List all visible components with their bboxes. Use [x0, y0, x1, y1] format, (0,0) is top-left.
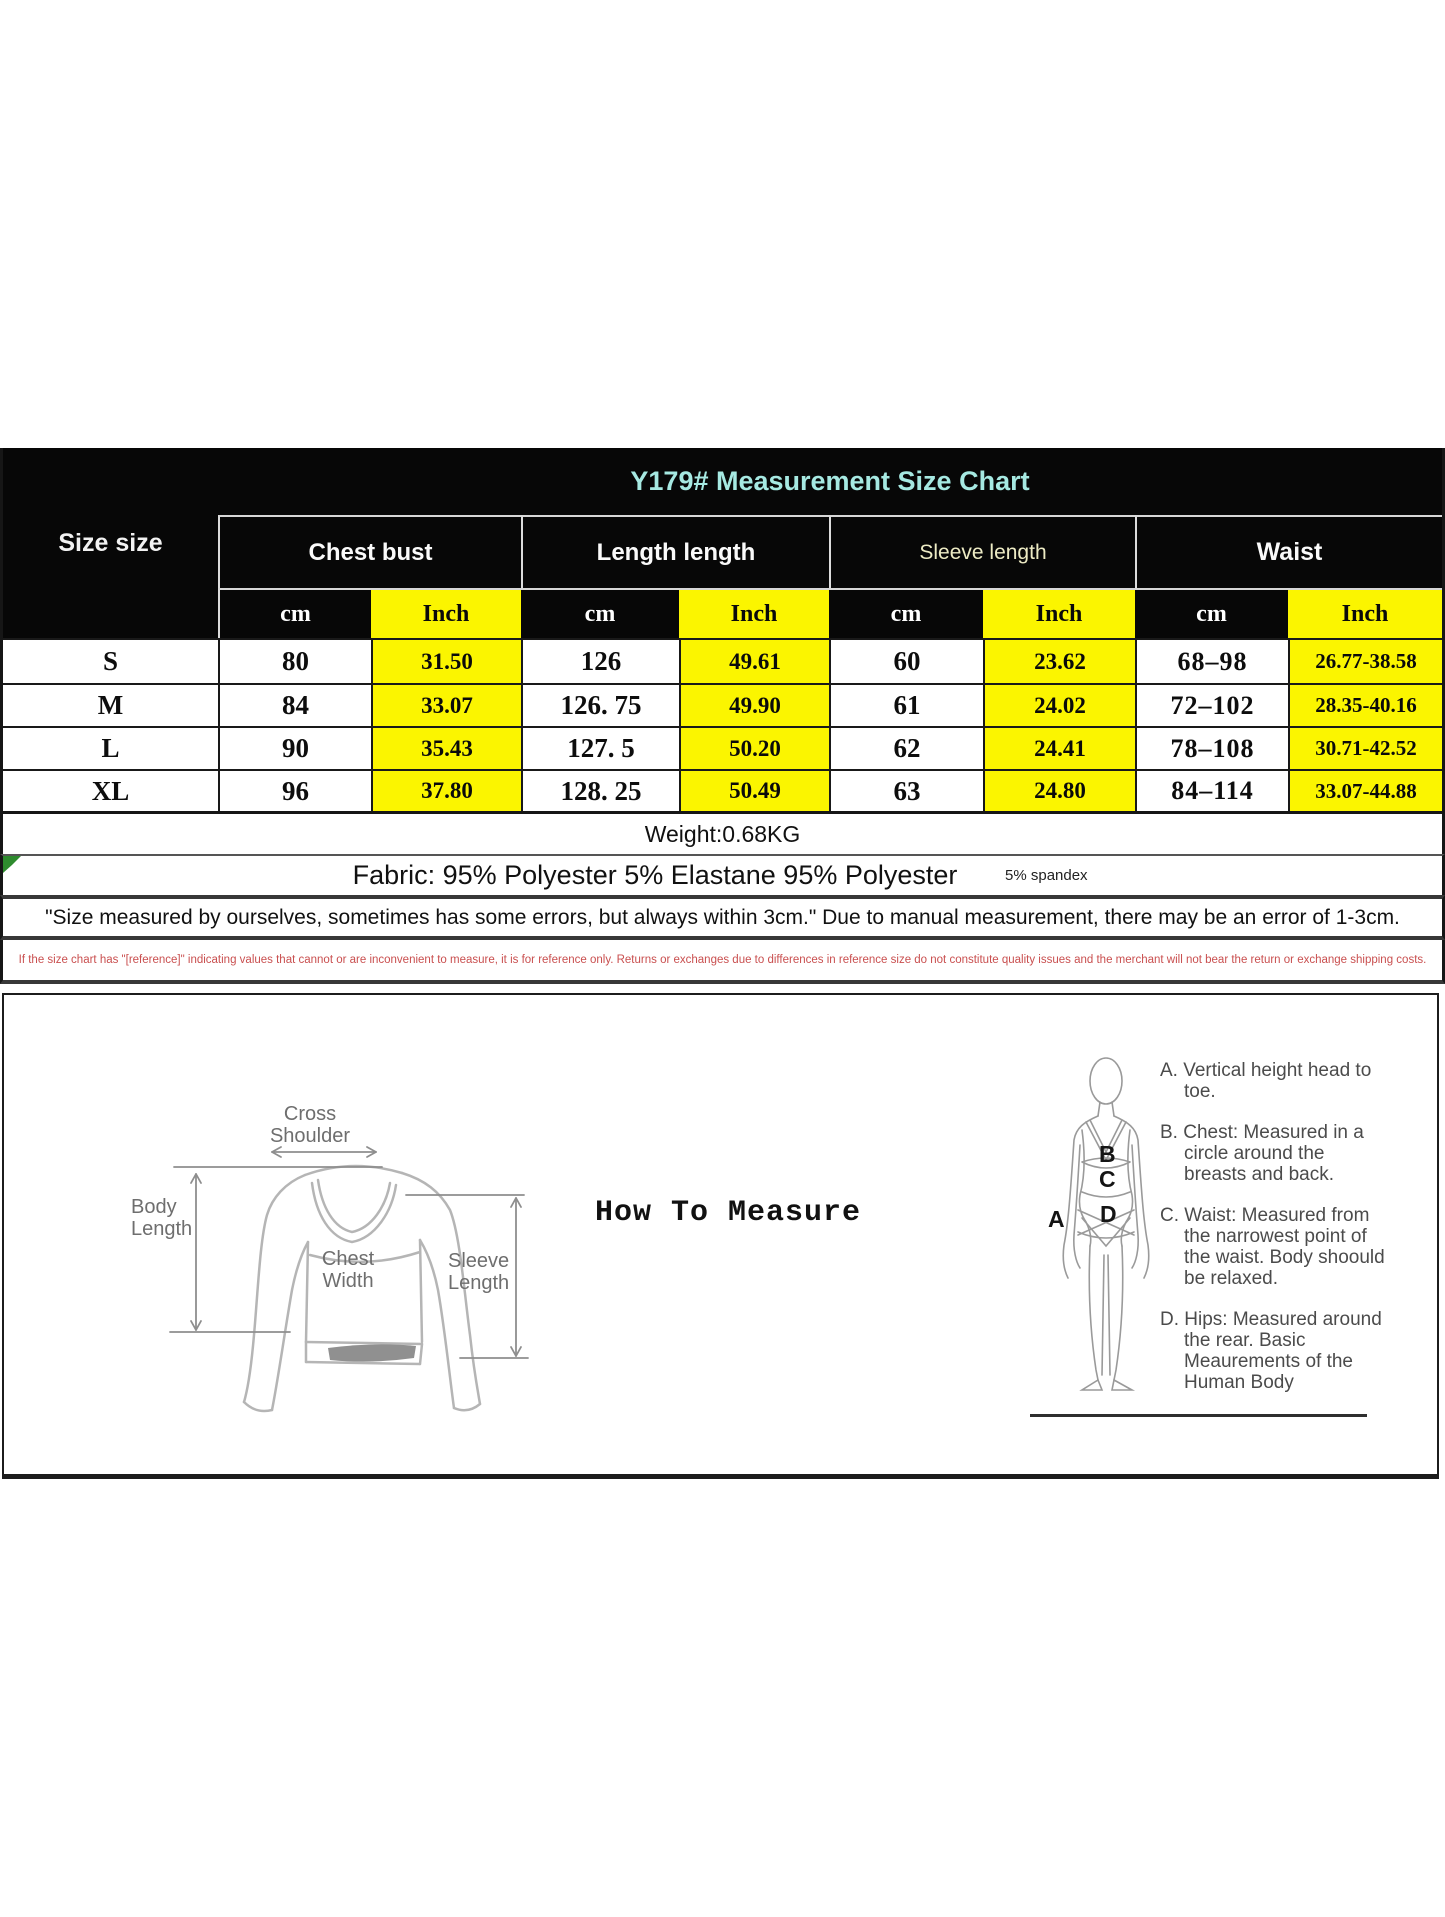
label-body-length: Body Length — [131, 1196, 193, 1240]
cell-sleeve-inch: 24.02 — [983, 683, 1135, 726]
unit-cell-waist-inch: Inch — [1288, 588, 1442, 638]
body-label-d: D — [1100, 1201, 1117, 1227]
cell-size: XL — [3, 769, 218, 811]
cell-chest-inch: 33.07 — [371, 683, 521, 726]
cell-size: L — [3, 726, 218, 769]
cell-length-cm: 126. 75 — [521, 683, 679, 726]
cell-sleeve-inch: 23.62 — [983, 638, 1135, 683]
cell-chest-cm: 96 — [218, 769, 371, 811]
instruction-d: D. Hips: Measured around the rear. Basic Meaurements of the Human Body — [1160, 1309, 1382, 1393]
cell-waist-cm: 78–108 — [1135, 726, 1288, 769]
cell-sleeve-inch: 24.80 — [983, 769, 1135, 811]
cell-sleeve-cm: 62 — [829, 726, 983, 769]
unit-cell-sleeve-inch: Inch — [983, 588, 1135, 638]
cell-waist-inch: 30.71-42.52 — [1288, 726, 1442, 769]
unit-cell-chest-inch: Inch — [371, 588, 521, 638]
reference-note-row — [0, 940, 1445, 984]
label-cross-shoulder: Cross Shoulder — [269, 1103, 351, 1147]
weight-row — [0, 811, 1445, 854]
cell-chest-cm: 90 — [218, 726, 371, 769]
disclaimer-text: "Size measured by ourselves, sometimes has some errors, but always within 3cm." Due to manual measurement, there may be an error of 1-3cm. — [45, 905, 1400, 929]
cell-sleeve-cm: 61 — [829, 683, 983, 726]
label-sleeve-length: Sleeve Length — [448, 1250, 510, 1294]
cell-waist-inch: 28.35-40.16 — [1288, 683, 1442, 726]
cell-chest-cm: 84 — [218, 683, 371, 726]
cell-length-inch: 49.90 — [679, 683, 829, 726]
cell-chest-cm: 80 — [218, 638, 371, 683]
corner-cell: Size size — [3, 448, 218, 638]
cell-chest-inch: 35.43 — [371, 726, 521, 769]
group-header-sleeve: Sleeve length — [829, 515, 1135, 588]
cell-length-inch: 50.20 — [679, 726, 829, 769]
group-header-waist: Waist — [1135, 515, 1442, 588]
table-title: Y179# Measurement Size Chart — [218, 448, 1442, 515]
cell-waist-inch: 26.77-38.58 — [1288, 638, 1442, 683]
instruction-a: A. Vertical height head to toe. — [1160, 1060, 1372, 1102]
body-label-c: C — [1099, 1166, 1116, 1192]
cell-waist-inch: 33.07-44.88 — [1288, 769, 1442, 811]
cell-size: S — [3, 638, 218, 683]
body-label-b: B — [1099, 1141, 1116, 1167]
cell-length-cm: 128. 25 — [521, 769, 679, 811]
corner-accent-green — [3, 856, 21, 873]
measuring-instructions — [1160, 1060, 1388, 1413]
unit-cell-waist-cm: cm — [1135, 588, 1288, 638]
unit-cell-length-cm: cm — [521, 588, 679, 638]
cell-size: M — [3, 683, 218, 726]
cell-sleeve-cm: 60 — [829, 638, 983, 683]
fabric-row — [0, 854, 1445, 895]
cell-waist-cm: 72–102 — [1135, 683, 1288, 726]
unit-cell-length-inch: Inch — [679, 588, 829, 638]
group-header-chest: Chest bust — [218, 515, 521, 588]
reference-note-text: If the size chart has "[reference]" indicating values that cannot or are inconvenient to measure, it is for reference only. Returns or exchanges due to differences in reference size do not constitute quality issues and the merchant will not bear the return or exchange shipping costs. — [18, 954, 1427, 966]
body-label-a: A — [1048, 1206, 1065, 1232]
size-chart-grid — [0, 448, 1445, 811]
cell-waist-cm: 84–114 — [1135, 769, 1288, 811]
disclaimer-row — [0, 895, 1445, 940]
figure-baseline-rule — [1030, 1414, 1367, 1417]
cell-chest-inch: 31.50 — [371, 638, 521, 683]
cell-length-inch: 49.61 — [679, 638, 829, 683]
fabric-text: Fabric: 95% Polyester 5% Elastane 95% Polyester — [352, 860, 958, 890]
cell-chest-inch: 37.80 — [371, 769, 521, 811]
cell-waist-cm: 68–98 — [1135, 638, 1288, 683]
spandex-text: 5% spandex — [1005, 867, 1088, 884]
cell-length-cm: 126 — [521, 638, 679, 683]
cell-length-cm: 127. 5 — [521, 726, 679, 769]
size-chart-table — [0, 448, 1445, 984]
instruction-b: B. Chest: Measured in a circle around the breasts and back. — [1160, 1122, 1364, 1185]
cell-length-inch: 50.49 — [679, 769, 829, 811]
unit-cell-sleeve-cm: cm — [829, 588, 983, 638]
cell-sleeve-inch: 24.41 — [983, 726, 1135, 769]
instruction-c: C. Waist: Measured from the narrowest point of the waist. Body shoould be relaxed. — [1160, 1205, 1385, 1289]
weight-text: Weight:0.68KG — [644, 820, 801, 847]
how-to-measure-heading: How To Measure — [594, 1196, 862, 1230]
unit-cell-chest-cm: cm — [218, 588, 371, 638]
label-chest-width: Chest Width — [321, 1248, 375, 1292]
cell-sleeve-cm: 63 — [829, 769, 983, 811]
group-header-length: Length length — [521, 515, 829, 588]
